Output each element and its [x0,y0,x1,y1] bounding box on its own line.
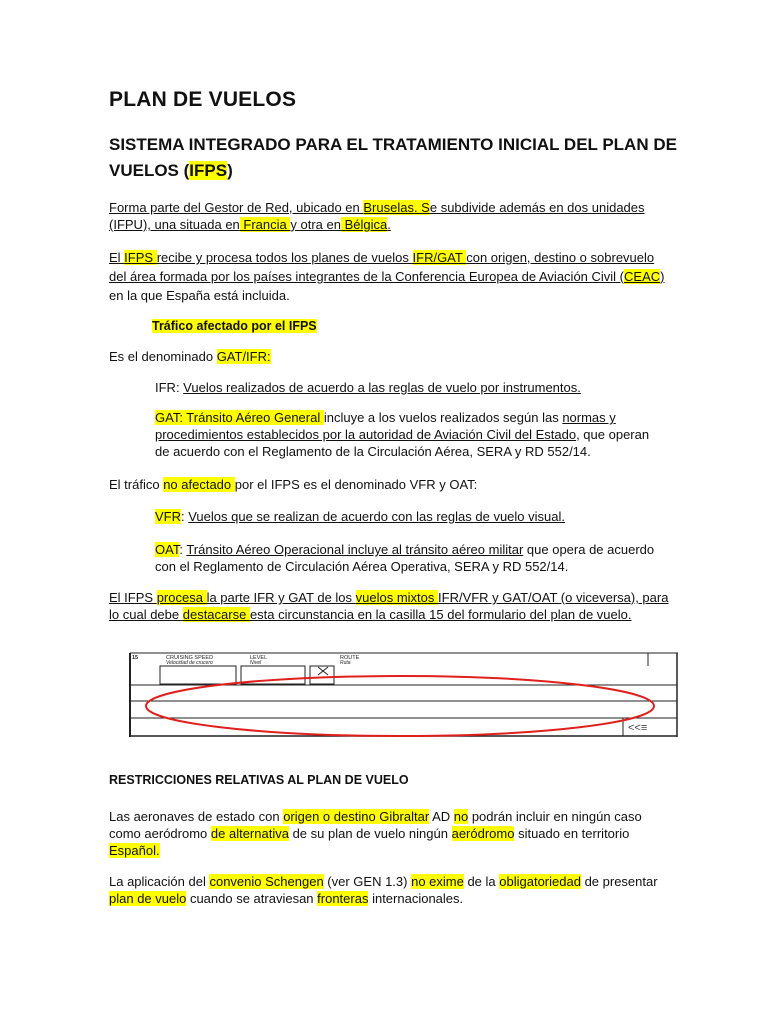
page-title: PLAN DE VUELOS [109,88,297,111]
label-velocidad-crucero: Velocidad de crucero [166,660,213,666]
subheading-trafico-afectado [152,318,712,335]
text: que opera de acuerdo con el Reglamento de Circulación Aérea Operativa, SERA y RD 552/14. [155,542,655,574]
text: IFR/VFR y GAT/OAT (o viceversa), para lo cual debe [109,590,669,622]
highlight-francia: Francia [239,217,291,232]
highlight-ifps: IFPS [189,161,228,180]
label-level: LEVEL [250,655,268,661]
text: Vuelos que se realizan de acuerdo con las reglas de vuelo visual. [188,509,565,524]
highlight-espanol: Español. [109,843,160,858]
heading-text: SISTEMA INTEGRADO PARA EL TRATAMIENTO INICIAL DEL PLAN DE VUELOS ( [109,135,677,180]
text: esta circunstancia en la casilla 15 del formulario del plan de vuelo. [249,607,632,622]
text: Es el denominado [109,349,217,364]
paragraph-schengen [109,873,669,907]
highlight-obligatoriedad: obligatoriedad [499,874,581,889]
highlight-aerodromo: aeródromo [451,826,515,841]
text: internacionales. [368,891,464,906]
highlight-ifps: IFPS [124,250,157,265]
text: de su plan de vuelo ningún [288,826,452,841]
text: ) [660,269,665,284]
text: normas y procedimientos establecidos por la autoridad de Aviación Civil del Estado [155,410,616,442]
text: con origen, destino o sobrevuelo del área formada por los países integrantes de la Conferencia Europea de Aviación Civil ( [109,250,655,284]
text: de la [463,874,500,889]
definition-vfr [155,508,665,525]
highlight-fronteras: fronteras [317,891,369,906]
text: El IFPS [109,590,157,605]
highlight-gibraltar: origen o destino Gibraltar [283,809,430,824]
label-cruising-speed: CRUISING SPEED [166,655,214,661]
label-ruta: Ruta [340,660,351,666]
text: El [109,250,125,265]
definition-gat [155,409,665,460]
highlight-gat: GAT: Tránsito Aéreo General [155,410,324,425]
text: Forma parte del Gestor de Red, ubicado en [109,200,364,215]
text: y otra en [290,217,341,232]
text: e subdivide además en dos unidades (IFPU), una situada en [109,200,645,232]
field-number: 15 [132,655,139,661]
text: (ver GEN 1.3) [323,874,412,889]
text: cuando se atraviesan [186,891,318,906]
highlight-gat-ifr: GAT/IFR: [216,349,271,364]
label-nivel: Nivel [250,660,262,666]
text: : [181,509,189,524]
highlight-belgica: Bélgica [340,217,388,232]
text: recibe y procesa todos los planes de vuelos [156,250,413,265]
highlight-trafico: Tráfico afectado por el IFPS [152,319,317,333]
highlight-ceac: CEAC [624,269,661,284]
highlight-no-exime: no exime [411,874,464,889]
highlight-ifr-gat: IFR/GAT [412,250,467,265]
highlight-procesa: procesa [156,590,207,605]
text: : [179,542,187,557]
text: La aplicación del [109,874,210,889]
paragraph-ifps-scope [109,248,669,305]
text: Vuelos realizados de acuerdo a las reglas de vuelo por instrumentos. [183,380,581,395]
text: , que operan de acuerdo con el Reglamento de la Circulación Aérea, SERA y RD 552/14. [155,427,650,459]
flight-plan-field-15-image [128,652,680,738]
text: Tránsito Aéreo Operacional incluye al tránsito aéreo militar [186,542,524,557]
highlight-destacarse: destacarse [182,607,250,622]
definition-oat [155,541,665,575]
text: . [387,217,391,232]
paragraph-vuelos-mixtos [109,589,669,623]
highlight-schengen: convenio Schengen [209,874,324,889]
highlight-oat: OAT [155,542,180,557]
highlight-vfr: VFR [155,509,181,524]
text: IFR: [155,380,184,395]
text: de presentar [580,874,658,889]
paragraph-no-afectado [109,476,669,493]
highlight-vuelos-mixtos: vuelos mixtos [355,590,439,605]
highlight-plan-de-vuelo: plan de vuelo [109,891,187,906]
paragraph-gibraltar [109,808,669,859]
text: incluye a los vuelos realizados según las [323,410,563,425]
highlight-no: no [453,809,469,824]
text: por el IFPS es el denominado VFR y OAT: [234,477,478,492]
highlight-no-afectado: no afectado [163,477,235,492]
heading-end: ) [227,161,233,180]
section-heading-ifps [109,132,679,184]
paragraph-location [109,199,669,233]
text: Las aeronaves de estado con [109,809,284,824]
text: la parte IFR y GAT de los [206,590,356,605]
text: en la que España está incluida. [109,288,290,303]
highlight-bruselas: Bruselas. S [363,200,430,215]
field-end-mark: <<≡ [628,722,648,734]
paragraph-gat-ifr [109,348,669,365]
text: situado en territorio [514,826,630,841]
definition-ifr [155,379,665,396]
text: AD [429,809,454,824]
label-route: ROUTE [340,655,360,661]
text: podrán incluir en ningún caso como aeródromo [109,809,642,841]
text: El tráfico [109,477,164,492]
highlight-alternativa: de alternativa [210,826,289,841]
section-heading-restricciones: RESTRICCIONES RELATIVAS AL PLAN DE VUELO [109,773,409,787]
